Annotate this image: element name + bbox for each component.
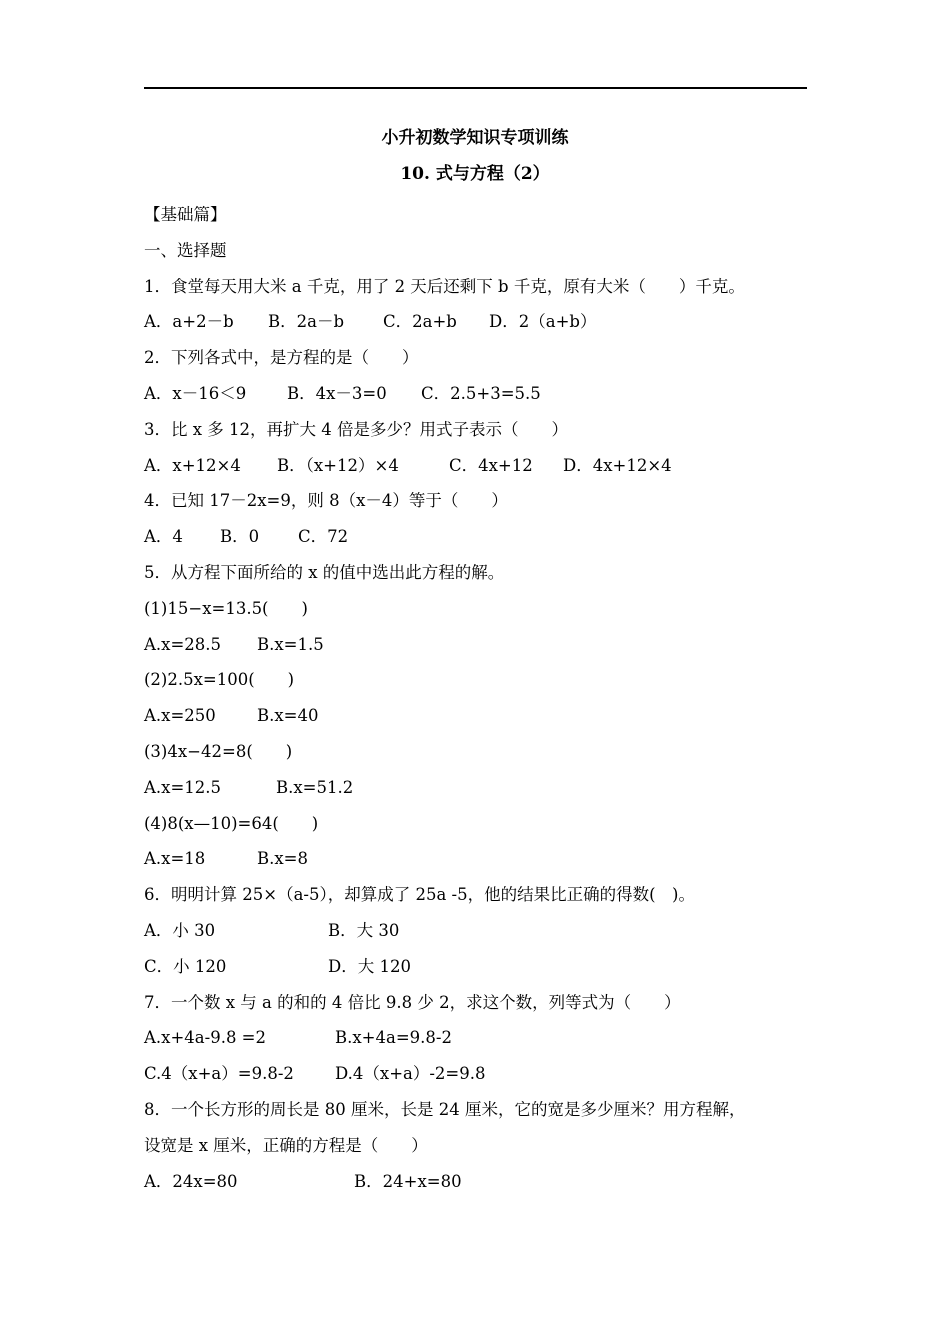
option-c: C．2a+b: [383, 312, 457, 332]
option-b: B.x=51.2: [276, 777, 354, 797]
question-5-sub-4-stem: (4)8(x—10)=64( ): [144, 813, 319, 833]
option-c: C．2.5+3=5.5: [421, 383, 541, 403]
part-heading: 一、选择题: [144, 240, 227, 260]
option-a: A．x+12×4: [144, 455, 241, 475]
option-b: B.x+4a=9.8-2: [335, 1028, 452, 1048]
question-1-options: [144, 304, 834, 340]
option-a: A．x－16＜9: [144, 383, 247, 403]
option-a: A.x=18: [144, 849, 206, 869]
page-title: 小升初数学知识专项训练: [381, 128, 569, 148]
question-4-stem: 4．已知 17－2x=9，则 8（x－4）等于（ ）: [144, 491, 508, 511]
option-a: A．a+2－b: [144, 312, 234, 332]
option-b: B.x=8: [257, 849, 308, 869]
section-label: 【基础篇】: [144, 205, 227, 224]
question-5-sub-1-options: [144, 627, 834, 663]
option-a: A.x=28.5: [144, 634, 222, 654]
option-c: C．72: [298, 527, 349, 547]
option-a: A．小 30: [144, 920, 216, 940]
question-6-stem: 6．明明计算 25×（a-5），却算成了 25a -5，他的结果比正确的得数( )。: [144, 885, 695, 905]
question-5-sub-3-options: [144, 770, 834, 806]
option-b: B．4x－3=0: [287, 383, 387, 403]
question-3-options: [144, 448, 834, 484]
page-subtitle: 10. 式与方程（2）: [400, 164, 550, 184]
option-d: D．2（a+b）: [489, 312, 597, 332]
option-a: A.x+4a-9.8 =2: [144, 1028, 267, 1048]
question-1-stem: 1．食堂每天用大米 a 千克，用了 2 天后还剩下 b 千克，原有大米（ ）千克。: [144, 276, 745, 296]
worksheet-body: [144, 197, 834, 1199]
option-a: A．24x=80: [144, 1171, 238, 1191]
question-6-options-row-2: [144, 949, 834, 985]
option-a: A．4: [144, 527, 183, 547]
option-c: C．4x+12: [449, 455, 533, 475]
question-6-options-row-1: [144, 913, 834, 949]
option-a: A.x=250: [144, 706, 216, 726]
question-3-stem: 3．比 x 多 12，再扩大 4 倍是多少？用式子表示（ ）: [144, 419, 569, 439]
question-8-stem: 8．一个长方形的周长是 80 厘米，长是 24 厘米，它的宽是多少厘米？用方程解，: [144, 1099, 746, 1119]
question-8-stem-continued: 设宽是 x 厘米，正确的方程是（ ）: [144, 1135, 428, 1155]
question-7-options-row-1: [144, 1020, 834, 1056]
question-4-options: [144, 519, 834, 555]
option-b: B．0: [220, 527, 260, 547]
question-5-sub-4-options: [144, 841, 834, 877]
header-rule: [144, 87, 807, 89]
question-2-stem: 2．下列各式中，是方程的是（ ）: [144, 348, 419, 368]
option-c: C．小 120: [144, 956, 227, 976]
option-d: D．4x+12×4: [563, 455, 672, 475]
option-a: A.x=12.5: [144, 777, 222, 797]
question-8-options: [144, 1164, 834, 1200]
question-5-stem: 5．从方程下面所给的 x 的值中选出此方程的解。: [144, 562, 505, 582]
question-5-sub-1-stem: (1)15−x=13.5( ): [144, 598, 308, 618]
option-b: B．2a－b: [268, 312, 345, 332]
option-b: B．大 30: [328, 920, 400, 940]
option-b: B.x=1.5: [257, 634, 324, 654]
option-c: C.4（x+a）=9.8-2: [144, 1064, 294, 1084]
question-5-sub-3-stem: (3)4x−42=8( ): [144, 741, 293, 761]
option-d: D.4（x+a）-2=9.8: [335, 1064, 486, 1084]
question-7-stem: 7．一个数 x 与 a 的和的 4 倍比 9.8 少 2，求这个数，列等式为（ ）: [144, 992, 681, 1012]
question-5-sub-2-stem: (2)2.5x=100( ): [144, 670, 295, 690]
option-b: B.x=40: [257, 706, 319, 726]
question-2-options: [144, 376, 834, 412]
option-d: D．大 120: [328, 956, 411, 976]
question-7-options-row-2: [144, 1056, 834, 1092]
option-b: B．24+x=80: [354, 1171, 462, 1191]
option-b: B．（x+12）×4: [277, 455, 399, 475]
question-5-sub-2-options: [144, 698, 834, 734]
